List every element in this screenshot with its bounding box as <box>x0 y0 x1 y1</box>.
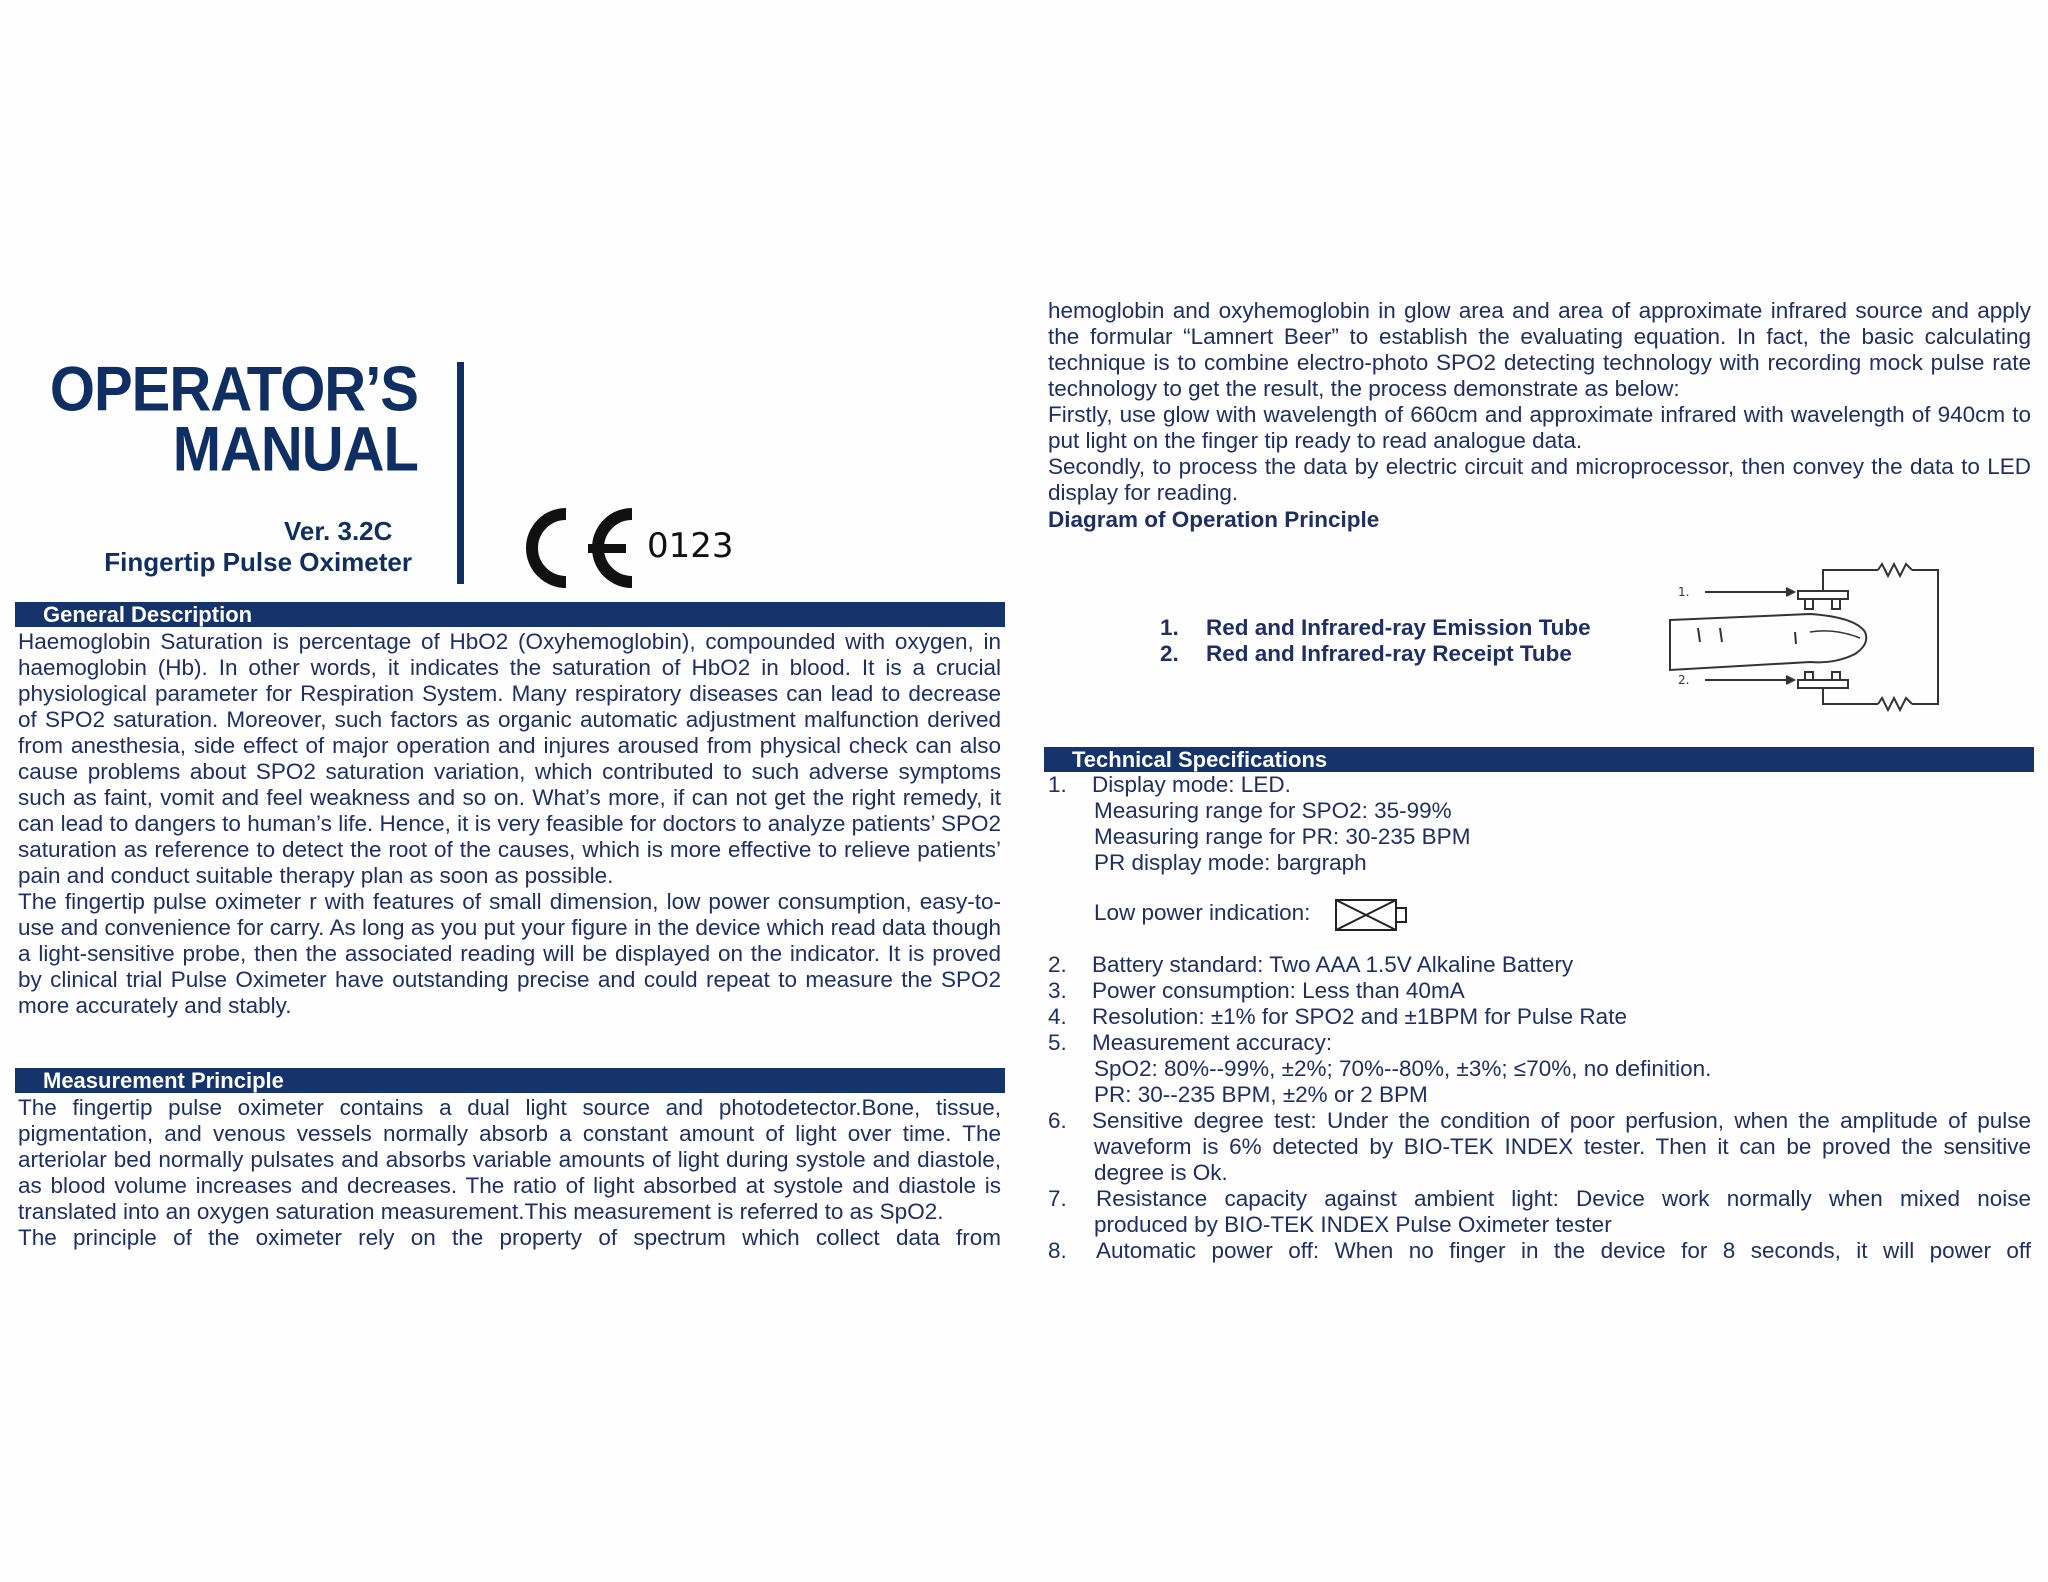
diagram-label-1: 1. <box>1678 585 1690 599</box>
section-bar-measurement: Measurement Principle <box>15 1068 1005 1093</box>
measurement-paragraph-2: The principle of the oximeter rely on the property of spectrum which collect data from <box>18 1225 1001 1250</box>
general-paragraph-1: Haemoglobin Saturation is percentage of HbO2 (Oxyhemoglobin), compounded with oxygen, in haemoglobin (Hb). In other words, it indicates the saturation of HbO2 in blood. It is a crucial physiological parameter for Respiration System. Many respiratory diseases can lead to decrease of SPO2 saturation. Moreover, such factors as organic automatic adjustment malfunction derived from anesthesia, side effect of major operation and injures aroused from physical check can also cause problems about SPO2 saturation variation, which contributed to such adverse symptoms such as faint, vomit and feel weakness and so on. What’s more, if can not get the right remedy, it can lead to dangers to human’s life. Hence, it is very feasible for doctors to analyze patients’ SPO2 saturation as reference to detect the root of the causes, which is more effective to relieve patients’ pain and conduct suitable therapy plan as soon as possible. <box>18 629 1001 888</box>
spec-battery: Battery standard: Two AAA 1.5V Alkaline Battery <box>1092 952 1574 977</box>
legend-item-1 <box>1160 615 1591 641</box>
spec-accuracy: Measurement accuracy: <box>1092 1030 1333 1055</box>
spec-number-1: 1. <box>1048 772 1067 797</box>
general-description-text <box>18 629 1001 1019</box>
spec-display-mode: Display mode: LED. <box>1092 772 1291 797</box>
spec-number-7: 7. <box>1048 1186 1067 1211</box>
product-name: Fingertip Pulse Oximeter <box>104 547 412 577</box>
measurement-text <box>18 1095 1001 1251</box>
spec-sensitivity-line-2: waveform is 6% detected by BIO-TEK INDEX tester. Then it can be proved the sensitive <box>1094 1134 2031 1159</box>
principle-continued-text <box>1048 298 2031 506</box>
spec-number-2: 2. <box>1048 952 1067 977</box>
principle-paragraph-3: Secondly, to process the data by electric circuit and microprocessor, then convey the data to LED display for reading. <box>1048 454 2031 505</box>
principle-paragraph-2: Firstly, use glow with wavelength of 660cm and approximate infrared with wavelength of 940cm to put light on the finger tip ready to read analogue data. <box>1048 402 2031 453</box>
section-bar-specs: Technical Specifications <box>1044 747 2034 772</box>
spec-number-5: 5. <box>1048 1030 1067 1055</box>
legend-item-2 <box>1160 641 1572 667</box>
spec-number-6: 6. <box>1048 1108 1067 1133</box>
spec-number-3: 3. <box>1048 978 1067 1003</box>
diagram-heading: Diagram of Operation Principle <box>1048 507 1380 532</box>
legend-number-2: 2. <box>1160 641 1179 666</box>
legend-number-1: 1. <box>1160 615 1179 640</box>
version-label: Ver. 3.2C <box>284 516 393 546</box>
spec-pr-display: PR display mode: bargraph <box>1094 850 1367 875</box>
title-line-2: MANUAL <box>172 414 418 485</box>
specs-list <box>1048 772 2031 1272</box>
operation-principle-diagram <box>1660 562 1960 722</box>
spec-number-8: 8. <box>1048 1238 1067 1263</box>
ce-mark <box>522 508 734 588</box>
spec-power: Power consumption: Less than 40mA <box>1092 978 1465 1003</box>
spec-low-power-label: Low power indication: <box>1094 900 1311 925</box>
spec-sensitivity-line-1: Sensitive degree test: Under the condition of poor perfusion, when the amplitude of pulse <box>1092 1108 2031 1133</box>
spec-spo2-range: Measuring range for SPO2: 35-99% <box>1094 798 1452 823</box>
spec-accuracy-pr: PR: 30--235 BPM, ±2% or 2 BPM <box>1094 1082 1428 1107</box>
spec-pr-range: Measuring range for PR: 30-235 BPM <box>1094 824 1471 849</box>
low-battery-icon <box>1334 898 1410 932</box>
diagram-label-2: 2. <box>1678 673 1690 687</box>
ce-number: 0123 <box>647 526 734 566</box>
title-line-1: OPERATOR’S <box>49 354 418 425</box>
measurement-paragraph-1: The fingertip pulse oximeter contains a dual light source and photodetector.Bone, tissue, pigmentation, and venous vessels normally absorb a constant amount of light over time. The arteriolar bed normally pulsates and absorbs variable amounts of light during systole and diastole, as blood volume increases and decreases. The ratio of light absorbed at systole and diastole is translated into an oxygen saturation measurement.This measurement is referred to as SpO2. <box>18 1095 1001 1224</box>
spec-low-power <box>1094 900 1310 926</box>
section-bar-general: General Description <box>15 602 1005 627</box>
spec-number-4: 4. <box>1048 1004 1067 1029</box>
finger-sensor-diagram <box>1660 562 1960 722</box>
legend-text-2: Red and Infrared-ray Receipt Tube <box>1206 641 1572 666</box>
principle-paragraph-1: hemoglobin and oxyhemoglobin in glow area and area of approximate infrared source and apply the formular “Lamnert Beer” to establish the evaluating equation. In fact, the basic calculating technique is to combine electro-photo SPO2 detecting technology with recording mock pulse rate technology to get the result, the process demonstrate as below: <box>1048 298 2031 401</box>
legend-text-1: Red and Infrared-ray Emission Tube <box>1206 615 1591 640</box>
title-divider <box>457 362 464 584</box>
general-paragraph-2: The fingertip pulse oximeter r with features of small dimension, low power consumption, easy-to-use and convenience for carry. As long as you put your figure in the device which read data though a light-sensitive probe, then the associated reading will be displayed on the indicator. It is proved by clinical trial Pulse Oximeter have outstanding precise and could repeat to measure the SPO2 more accurately and stably. <box>18 889 1001 1018</box>
spec-resolution: Resolution: ±1% for SPO2 and ±1BPM for Pulse Rate <box>1092 1004 1627 1029</box>
spec-sensitivity-line-3: degree is Ok. <box>1094 1160 1228 1185</box>
spec-auto-off: Automatic power off: When no finger in the device for 8 seconds, it will power off <box>1096 1238 2031 1263</box>
spec-ambient-line-1: Resistance capacity against ambient light: Device work normally when mixed noise <box>1096 1186 2031 1211</box>
spec-ambient-line-2: produced by BIO-TEK INDEX Pulse Oximeter tester <box>1094 1212 1612 1237</box>
spec-accuracy-spo2: SpO2: 80%--99%, ±2%; 70%--80%, ±3%; ≤70%, no definition. <box>1094 1056 1712 1081</box>
